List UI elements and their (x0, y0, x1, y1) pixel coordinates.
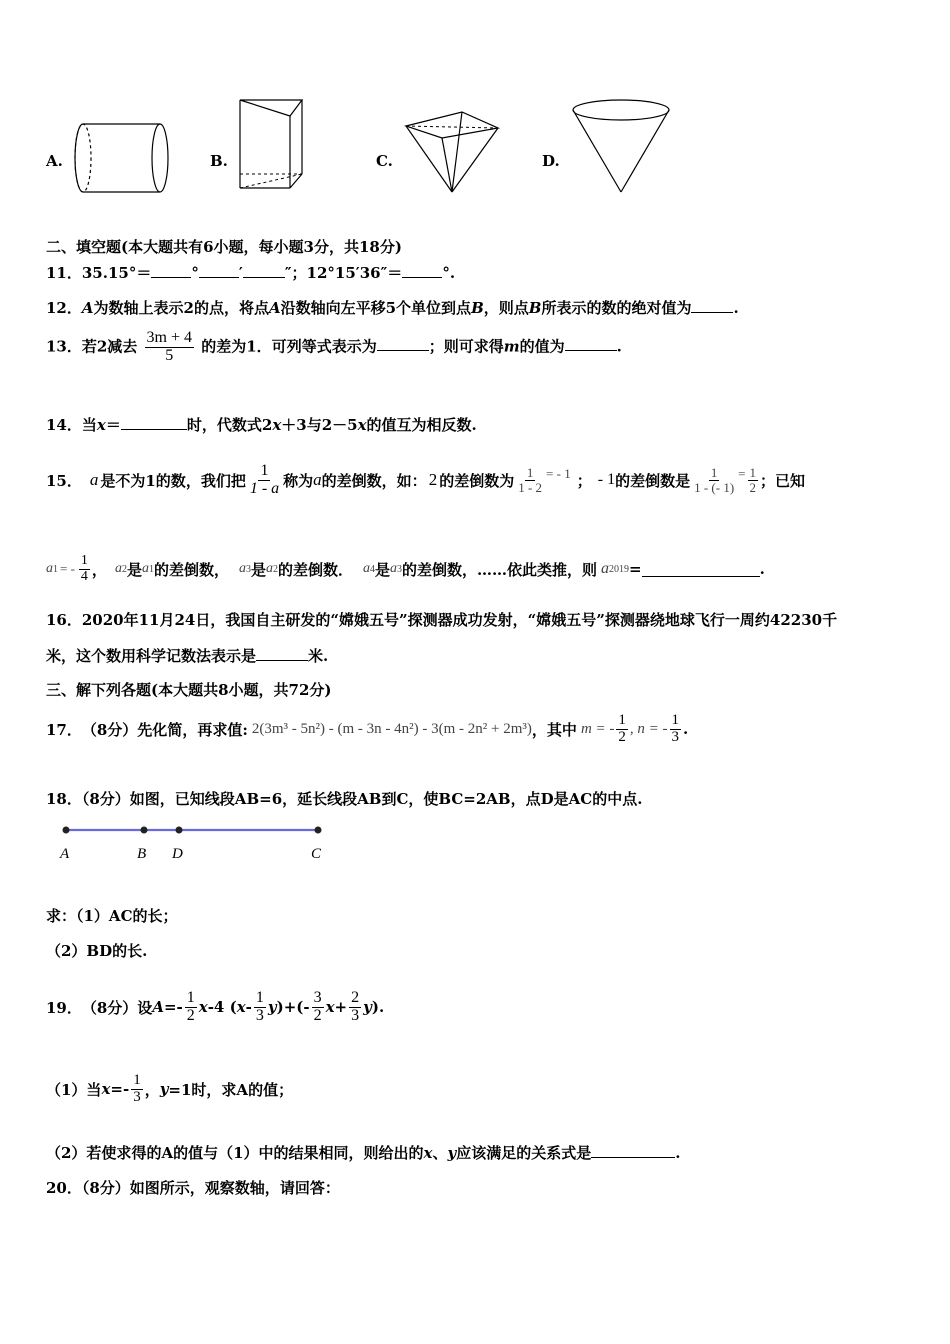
q17-expression: 2(3m³ - 5n²) - (m - 3n - 4n²) - 3(m - 2n² + 2m³) (251, 720, 532, 737)
pyramid-figure (402, 108, 502, 198)
question-20: 20．（8分）如图所示，观察数轴，请回答： (46, 1179, 340, 1197)
option-d-label: D. (542, 152, 560, 170)
question-15-line-1: 15． a 是不为1的数，我们把 $\frac{1}{1 - a}$ 称为 a 的差倒数，如： 2 的差倒数为 $\frac{1}{1 - 2}$ = - 1 ； - 1 的差倒数是 $\frac{1}{1 - (- 1)}$ = $\frac{1}{2}$ ；已知 (46, 461, 806, 497)
point-b (141, 827, 148, 834)
prism-figure (234, 96, 309, 196)
cone-figure (568, 96, 678, 196)
label-c: C (311, 846, 322, 862)
question-13: 13．若2减去 $\frac{3m + 4}{5}$ 的差为1．可列等式表示为 ；则可求得m的值为 . (46, 329, 622, 364)
option-b-label: B. (210, 152, 228, 170)
question-18-ask-1: 求：（1）AC的长； (46, 907, 178, 925)
label-b: B (137, 846, 147, 862)
question-18-ask-2: （2）BD的长. (46, 942, 148, 960)
question-16-line-2: 米，这个数用科学记数法表示是 米. (46, 647, 329, 665)
question-11: 11．35.15°＝ ° ′ ″；12°15′36″＝ °. (46, 264, 456, 282)
option-c-label: C. (376, 152, 393, 170)
question-19: 19． （8分）设 A =- $\frac{1}{2}$ x -4 ( x - $\frac{1}{3}$ y )+(- $\frac{3}{2}$ x + $\frac{2}{3}$ y ). (46, 988, 385, 1024)
option-a-label: A. (46, 152, 63, 170)
question-18: 18．（8分）如图，已知线段AB=6，延长线段AB到C，使BC=2AB，点D是AC的中点. (46, 790, 643, 808)
section-2-heading: 二、填空题(本大题共有6小题，每小题3分，共18分) (46, 238, 402, 256)
point-d (176, 827, 183, 834)
point-a (63, 827, 70, 834)
section-3-heading: 三、解下列各题(本大题共8小题，共72分) (46, 681, 332, 699)
label-d: D (172, 846, 183, 862)
fraction-3m4-over-5: $\frac{3m + 4}{5}$ (146, 329, 193, 364)
question-17: 17． （8分）先化简，再求值: 2(3m³ - 5n²) - (m - 3n - 4n²) - 3(m - 2n² + 2m³) ，其中 m = - $\frac{1}{2}$ , n = - $\frac{1}{3}$ . (46, 711, 689, 745)
question-19-part-1: （1）当 x =- $\frac{1}{3}$ ， y =1时，求A的值； (46, 1071, 294, 1105)
question-19-part-2: （2）若使求得的A的值与（1）中的结果相同，则给出的x、y应该满足的关系式是 . (46, 1144, 681, 1162)
label-a: A (60, 846, 70, 862)
question-12: 12．A为数轴上表示2的点，将点A沿数轴向左平移5个单位到点B，则点B所表示的数的绝对值为 . (46, 299, 739, 317)
question-14: 14．当x＝ 时，代数式2x＋3与2－5x的值互为相反数. (46, 416, 477, 434)
point-c (315, 827, 322, 834)
question-16-line-1: 16．2020年11月24日，我国自主研发的“嫦娥五号”探测器成功发射，“嫦娥五号”探测器绕地球飞行一周约42230千 (46, 611, 838, 629)
cylinder-figure (70, 118, 180, 198)
segment-diagram (56, 822, 336, 866)
question-15-line-2: a 1 = - $\frac{1}{4}$ ， a 2 是 a 1 的差倒数， a 3 是 a 2 的差倒数． a 4 是 a 3 的差倒数，……依此类推，则 a 2019 = . (46, 552, 765, 584)
